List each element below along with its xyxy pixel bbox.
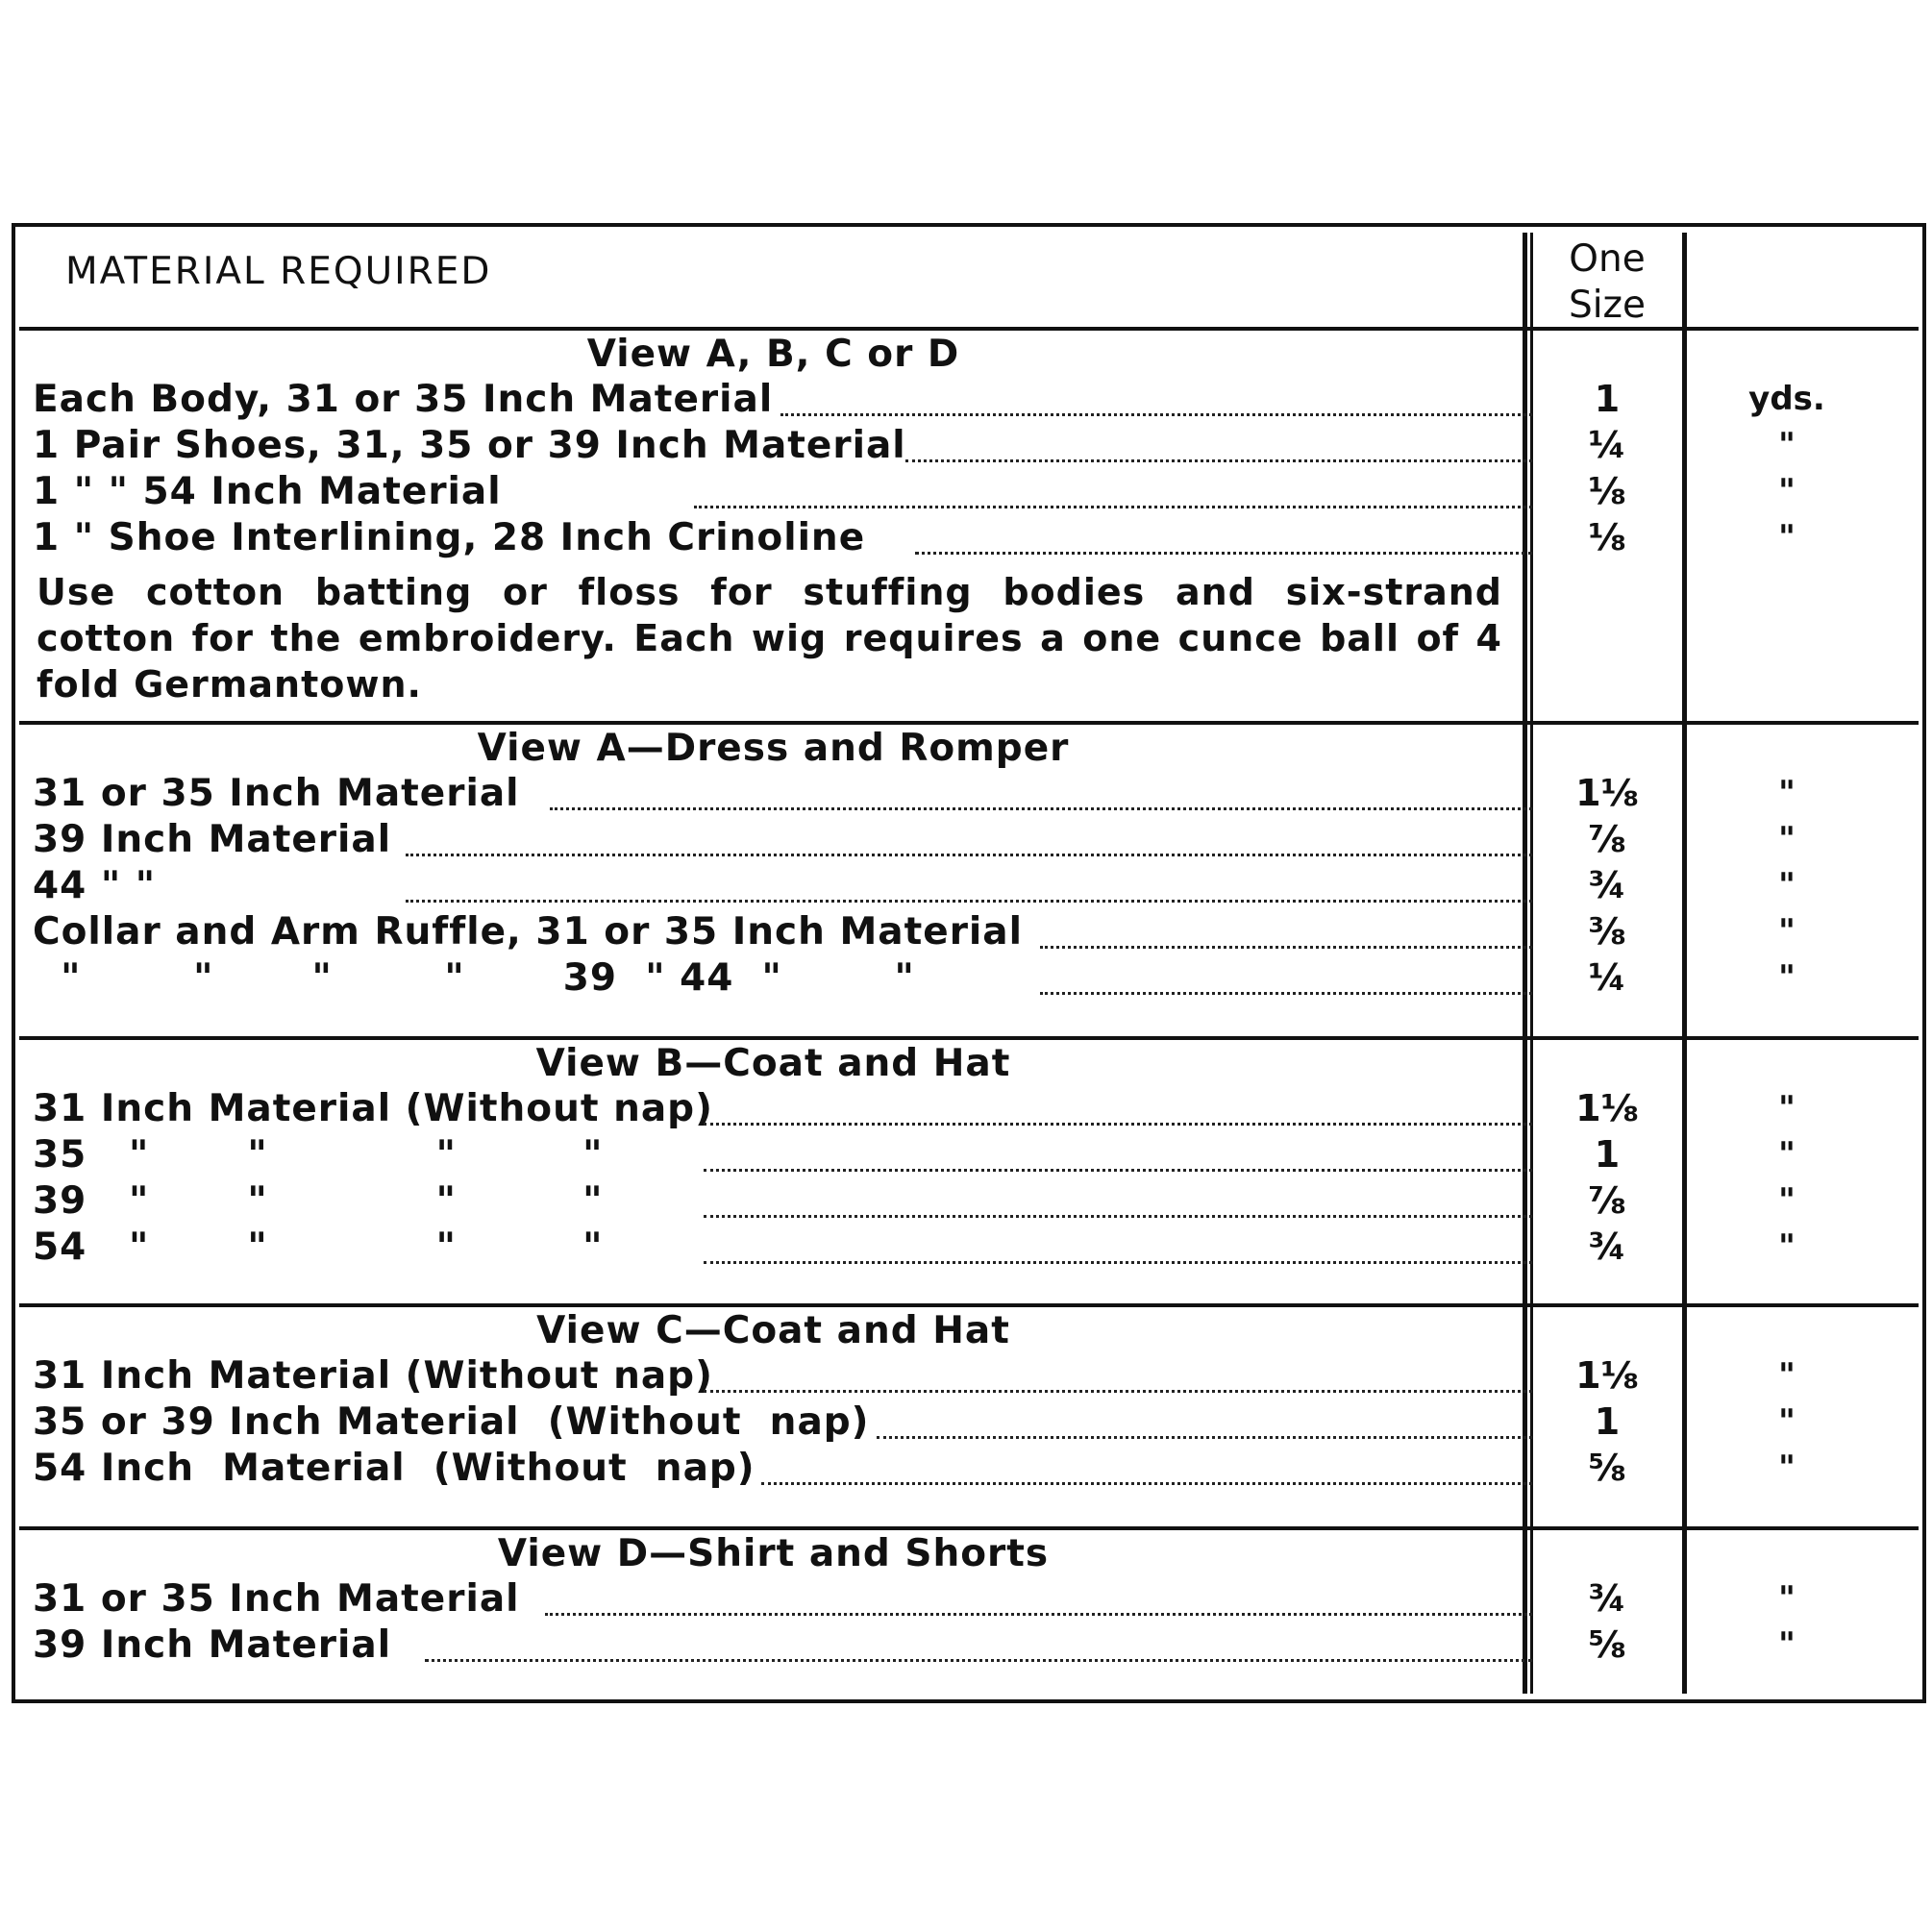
section-divider — [19, 1303, 1919, 1307]
dot-leader — [704, 1123, 1532, 1126]
dot-leader — [704, 1215, 1532, 1218]
row-quantity: 1⅛ — [1575, 772, 1639, 814]
table-row — [12, 469, 1926, 514]
row-unit: " — [1778, 426, 1796, 464]
row-quantity: ¼ — [1588, 424, 1626, 466]
row-quantity: 1 — [1594, 378, 1621, 420]
table-row — [12, 1622, 1926, 1668]
table-row — [12, 771, 1926, 816]
row-quantity: ¼ — [1588, 956, 1626, 999]
dot-leader — [704, 1390, 1532, 1393]
dot-leader — [406, 900, 1532, 903]
row-unit: yds. — [1748, 380, 1825, 418]
row-label: 39 Inch Material — [33, 1623, 392, 1667]
table-row — [12, 1178, 1926, 1224]
row-quantity: ¾ — [1588, 1577, 1626, 1620]
table-row — [12, 909, 1926, 954]
row-unit: " — [1778, 1625, 1796, 1664]
size-column-header: One Size — [1568, 237, 1647, 327]
table-row — [12, 955, 1926, 1001]
dot-leader — [761, 1482, 1532, 1485]
row-quantity: ⅜ — [1588, 910, 1626, 953]
section-divider — [19, 327, 1919, 331]
section-title: View C—Coat and Hat — [536, 1309, 1010, 1352]
row-label: 54 Inch Material (Without nap) — [33, 1447, 755, 1490]
row-label: " " " " 39 " 44 " " — [33, 956, 915, 1000]
dot-leader — [780, 413, 1532, 416]
section-divider — [19, 1036, 1919, 1040]
row-quantity: ⅞ — [1588, 818, 1626, 860]
dot-leader — [877, 1436, 1532, 1439]
row-unit: " — [1778, 1135, 1796, 1174]
row-unit: " — [1778, 518, 1796, 557]
section-divider — [19, 1526, 1919, 1530]
row-label: 31 Inch Material (Without nap) — [33, 1087, 713, 1130]
row-label: 39 Inch Material — [33, 818, 392, 861]
row-label: 35 or 39 Inch Material (Without nap) — [33, 1400, 870, 1444]
row-unit: " — [1778, 1356, 1796, 1395]
dot-leader — [425, 1659, 1532, 1662]
section-title: View A, B, C or D — [586, 333, 960, 376]
dot-leader — [1040, 946, 1532, 949]
dot-leader — [406, 854, 1532, 856]
table-row — [12, 1086, 1926, 1131]
row-quantity: ⅛ — [1588, 516, 1626, 558]
table-row — [12, 377, 1926, 422]
table-row — [12, 1132, 1926, 1177]
row-quantity: ⅞ — [1588, 1179, 1626, 1222]
material-chart — [12, 223, 1926, 1703]
row-label: 44 " " — [33, 864, 157, 907]
dot-leader — [545, 1613, 1532, 1616]
row-unit: " — [1778, 1449, 1796, 1487]
row-quantity: 1⅛ — [1575, 1354, 1639, 1397]
row-unit: " — [1778, 866, 1796, 904]
table-row — [12, 515, 1926, 560]
row-quantity: ⅝ — [1588, 1623, 1626, 1666]
row-quantity: ⅝ — [1588, 1447, 1626, 1489]
row-label: 31 or 35 Inch Material — [33, 1577, 520, 1621]
row-label: 35 " " " " — [33, 1133, 604, 1177]
table-row — [12, 1446, 1926, 1491]
table-row — [12, 423, 1926, 468]
row-label: 31 or 35 Inch Material — [33, 772, 520, 815]
row-unit: " — [1778, 1089, 1796, 1127]
table-row — [12, 1225, 1926, 1270]
row-unit: " — [1778, 820, 1796, 858]
row-label: 31 Inch Material (Without nap) — [33, 1354, 713, 1398]
row-label: 1 Pair Shoes, 31, 35 or 39 Inch Material — [33, 424, 906, 467]
row-label: 1 " " 54 Inch Material — [33, 470, 502, 513]
dot-leader — [915, 552, 1532, 555]
stuffing-note: Use cotton batting or floss for stuffing bodies and six-strand cotton for the embroidery. Each wig requires a one cunce ball of 4 fold Germantown. — [37, 571, 1502, 706]
row-label: Each Body, 31 or 35 Inch Material — [33, 378, 774, 421]
row-unit: " — [1778, 1579, 1796, 1618]
section-title: View A—Dress and Romper — [477, 727, 1070, 770]
section-title: View B—Coat and Hat — [535, 1042, 1011, 1085]
row-unit: " — [1778, 1402, 1796, 1441]
row-unit: " — [1778, 472, 1796, 510]
row-label: Collar and Arm Ruffle, 31 or 35 Inch Material — [33, 910, 1023, 954]
row-unit: " — [1778, 912, 1796, 951]
dot-leader — [694, 506, 1532, 508]
section-title: View D—Shirt and Shorts — [497, 1532, 1050, 1575]
table-row — [12, 1576, 1926, 1622]
row-quantity: ¾ — [1588, 864, 1626, 906]
table-row — [12, 1353, 1926, 1399]
row-quantity: 1 — [1594, 1133, 1621, 1176]
row-label: 54 " " " " — [33, 1226, 604, 1269]
row-unit: " — [1778, 1227, 1796, 1266]
section-divider — [19, 721, 1919, 725]
table-row — [12, 817, 1926, 862]
dot-leader — [1040, 992, 1532, 995]
row-quantity: ¾ — [1588, 1226, 1626, 1268]
row-label: 1 " Shoe Interlining, 28 Inch Crinoline — [33, 516, 866, 559]
table-title: MATERIAL REQUIRED — [65, 250, 492, 293]
row-unit: " — [1778, 774, 1796, 812]
table-row — [12, 1399, 1926, 1445]
row-quantity: ⅛ — [1588, 470, 1626, 512]
dot-leader — [704, 1261, 1532, 1264]
dot-leader — [905, 459, 1532, 462]
table-row — [12, 863, 1926, 908]
dot-leader — [550, 807, 1532, 810]
row-label: 39 " " " " — [33, 1179, 604, 1223]
row-unit: " — [1778, 958, 1796, 997]
row-unit: " — [1778, 1181, 1796, 1220]
row-quantity: 1 — [1594, 1400, 1621, 1443]
dot-leader — [704, 1169, 1532, 1172]
row-quantity: 1⅛ — [1575, 1087, 1639, 1129]
